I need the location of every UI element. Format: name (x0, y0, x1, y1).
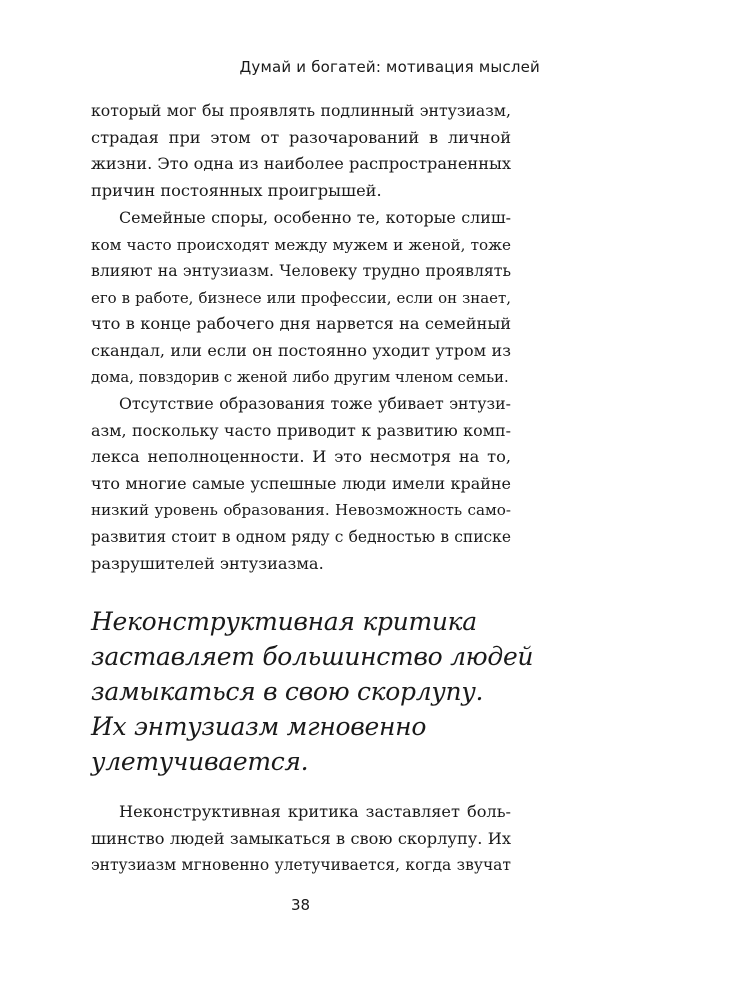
text-line: который мог бы проявлять подлинный энтузиазм, (91, 101, 511, 120)
text-line: влияют на энтузиазм. Человеку трудно проявлять (91, 261, 511, 281)
text-line: причин постоянных проигрышей. (91, 180, 382, 200)
pull-quote-line: Неконструктивная критика (91, 607, 477, 636)
pull-quote-line: замыкаться в свою скорлупу. (91, 677, 484, 706)
text-line: скандал, или если он постоянно уходит утром из (91, 340, 511, 360)
paragraph-closing (91, 799, 511, 879)
text-line: шинство людей замыкаться в свою скорлупу. Их (91, 828, 511, 848)
text-line: что многие самые успешные люди имели крайне (91, 473, 511, 493)
text-line: Неконструктивная критика заставляет боль- (119, 802, 511, 821)
text-line: Семейные споры, особенно те, которые слиш- (119, 208, 511, 227)
page-number: 38 (290, 896, 311, 914)
text-line: энтузиазм мгновенно улетучивается, когда звучат (91, 856, 511, 875)
running-header: Думай и богатей: мотивация мыслей (239, 58, 540, 76)
pull-quote-line: улетучивается. (91, 747, 309, 776)
pull-quote-line: Их энтузиазм мгновенно (91, 712, 427, 741)
text-line: низкий уровень образования. Невозможность само- (91, 501, 511, 520)
text-line: его в работе, бизнесе или профессии, если он знает, (91, 288, 511, 307)
text-line: страдая при этом от разочарований в личной (91, 127, 511, 147)
paragraph-continuation (91, 98, 511, 204)
text-line: разрушителей энтузиазма. (91, 553, 324, 573)
text-line: Отсутствие образования тоже убивает энтузи- (119, 394, 511, 413)
paragraph-education (91, 391, 511, 577)
text-line: ком часто происходят между мужем и женой, тоже (91, 235, 511, 254)
text-line: что в конце рабочего дня нарвется на семейный (91, 314, 511, 334)
pull-quote-line: заставляет большинство людей (91, 642, 534, 671)
paragraph-family-disputes (91, 205, 511, 391)
text-line: развития стоит в одном ряду с бедностью в списке (91, 527, 511, 546)
text-line: азм, поскольку часто приводит к развитию комп- (91, 420, 511, 440)
text-line: жизни. Это одна из наиболее распространенных (91, 154, 511, 174)
pull-quote (91, 604, 534, 779)
text-line: лекса неполноценности. И это несмотря на то, (91, 447, 511, 467)
text-line: дома, повздорив с женой либо другим членом семьи. (91, 368, 509, 386)
